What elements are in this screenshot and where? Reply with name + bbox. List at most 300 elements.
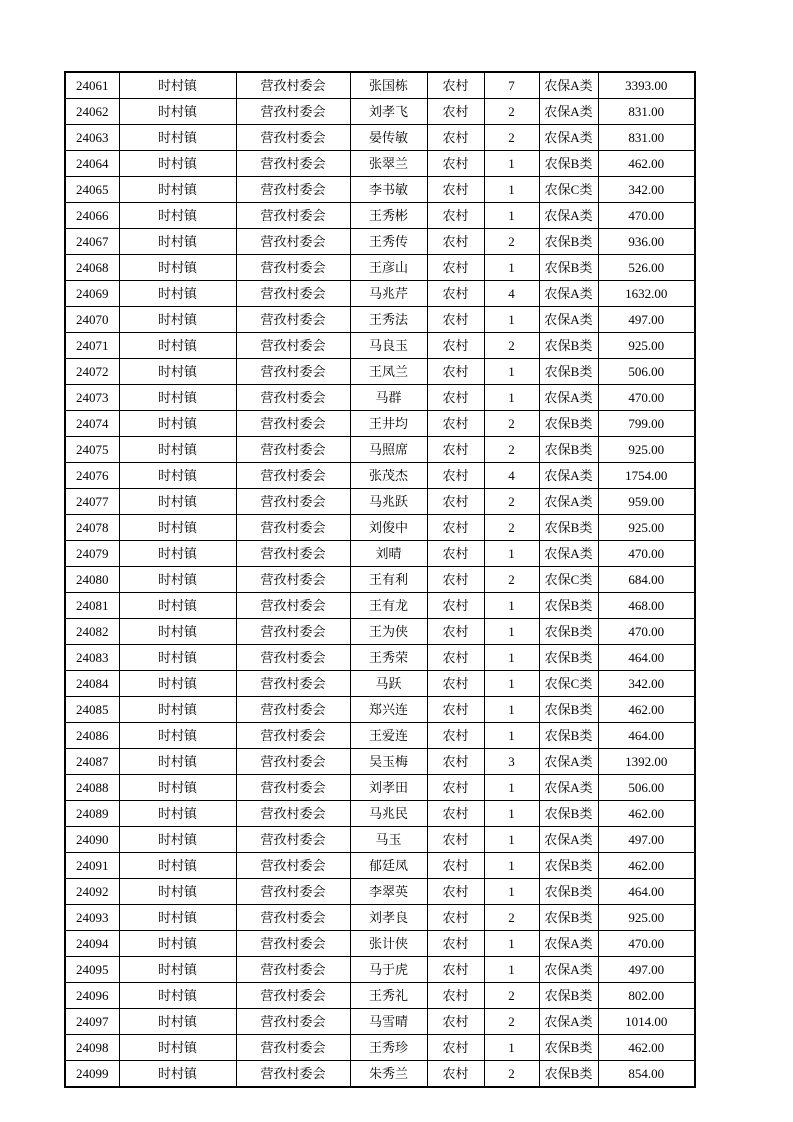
cell-committee: 营孜村委会 — [236, 671, 350, 697]
cell-residence: 农村 — [427, 957, 484, 983]
cell-id: 24083 — [65, 645, 119, 671]
cell-committee: 营孜村委会 — [236, 489, 350, 515]
cell-name: 马于虎 — [350, 957, 427, 983]
cell-town: 时村镇 — [119, 749, 236, 775]
cell-id: 24071 — [65, 333, 119, 359]
cell-insurance_class: 农保A类 — [539, 827, 598, 853]
cell-residence: 农村 — [427, 463, 484, 489]
cell-name: 王爱连 — [350, 723, 427, 749]
cell-id: 24065 — [65, 177, 119, 203]
cell-amount: 802.00 — [598, 983, 695, 1009]
cell-amount: 854.00 — [598, 1061, 695, 1088]
cell-amount: 462.00 — [598, 853, 695, 879]
cell-count: 1 — [484, 775, 539, 801]
cell-count: 1 — [484, 957, 539, 983]
cell-town: 时村镇 — [119, 775, 236, 801]
cell-residence: 农村 — [427, 385, 484, 411]
cell-town: 时村镇 — [119, 723, 236, 749]
cell-residence: 农村 — [427, 307, 484, 333]
cell-committee: 营孜村委会 — [236, 749, 350, 775]
cell-id: 24096 — [65, 983, 119, 1009]
cell-count: 1 — [484, 879, 539, 905]
cell-insurance_class: 农保B类 — [539, 1035, 598, 1061]
cell-town: 时村镇 — [119, 983, 236, 1009]
cell-name: 张计侠 — [350, 931, 427, 957]
cell-town: 时村镇 — [119, 619, 236, 645]
cell-town: 时村镇 — [119, 99, 236, 125]
cell-town: 时村镇 — [119, 125, 236, 151]
cell-name: 马玉 — [350, 827, 427, 853]
cell-name: 王秀传 — [350, 229, 427, 255]
cell-residence: 农村 — [427, 1061, 484, 1088]
table-row — [65, 515, 695, 541]
cell-residence: 农村 — [427, 801, 484, 827]
cell-name: 刘孝田 — [350, 775, 427, 801]
cell-amount: 464.00 — [598, 879, 695, 905]
cell-id: 24068 — [65, 255, 119, 281]
cell-town: 时村镇 — [119, 203, 236, 229]
cell-name: 刘孝良 — [350, 905, 427, 931]
table-row — [65, 905, 695, 931]
cell-count: 4 — [484, 463, 539, 489]
cell-count: 2 — [484, 411, 539, 437]
cell-count: 1 — [484, 541, 539, 567]
cell-count: 2 — [484, 1061, 539, 1088]
cell-insurance_class: 农保A类 — [539, 749, 598, 775]
cell-count: 1 — [484, 619, 539, 645]
cell-committee: 营孜村委会 — [236, 801, 350, 827]
cell-count: 1 — [484, 697, 539, 723]
cell-id: 24088 — [65, 775, 119, 801]
cell-insurance_class: 农保B类 — [539, 255, 598, 281]
cell-count: 2 — [484, 229, 539, 255]
cell-id: 24097 — [65, 1009, 119, 1035]
cell-name: 马兆芹 — [350, 281, 427, 307]
cell-count: 2 — [484, 437, 539, 463]
cell-residence: 农村 — [427, 619, 484, 645]
cell-insurance_class: 农保B类 — [539, 645, 598, 671]
cell-amount: 462.00 — [598, 697, 695, 723]
cell-id: 24094 — [65, 931, 119, 957]
cell-committee: 营孜村委会 — [236, 723, 350, 749]
cell-count: 1 — [484, 671, 539, 697]
table-row — [65, 359, 695, 385]
cell-town: 时村镇 — [119, 1061, 236, 1088]
cell-committee: 营孜村委会 — [236, 515, 350, 541]
table-row — [65, 593, 695, 619]
cell-committee: 营孜村委会 — [236, 229, 350, 255]
cell-town: 时村镇 — [119, 411, 236, 437]
cell-amount: 470.00 — [598, 931, 695, 957]
cell-id: 24070 — [65, 307, 119, 333]
cell-amount: 506.00 — [598, 359, 695, 385]
cell-insurance_class: 农保A类 — [539, 957, 598, 983]
cell-committee: 营孜村委会 — [236, 983, 350, 1009]
cell-amount: 959.00 — [598, 489, 695, 515]
cell-committee: 营孜村委会 — [236, 255, 350, 281]
cell-insurance_class: 农保A类 — [539, 99, 598, 125]
table-row — [65, 541, 695, 567]
cell-id: 24076 — [65, 463, 119, 489]
cell-town: 时村镇 — [119, 515, 236, 541]
table-row — [65, 775, 695, 801]
table-row — [65, 255, 695, 281]
cell-count: 2 — [484, 515, 539, 541]
cell-residence: 农村 — [427, 567, 484, 593]
table-row — [65, 567, 695, 593]
cell-count: 1 — [484, 827, 539, 853]
cell-town: 时村镇 — [119, 333, 236, 359]
cell-amount: 684.00 — [598, 567, 695, 593]
cell-town: 时村镇 — [119, 229, 236, 255]
pension-roster-table — [64, 71, 696, 1088]
cell-town: 时村镇 — [119, 801, 236, 827]
cell-name: 张茂杰 — [350, 463, 427, 489]
cell-insurance_class: 农保B类 — [539, 437, 598, 463]
cell-name: 马良玉 — [350, 333, 427, 359]
cell-insurance_class: 农保C类 — [539, 567, 598, 593]
cell-insurance_class: 农保B类 — [539, 333, 598, 359]
cell-id: 24086 — [65, 723, 119, 749]
table-row — [65, 1061, 695, 1088]
cell-id: 24087 — [65, 749, 119, 775]
cell-amount: 1754.00 — [598, 463, 695, 489]
cell-id: 24073 — [65, 385, 119, 411]
cell-name: 郑兴连 — [350, 697, 427, 723]
cell-committee: 营孜村委会 — [236, 463, 350, 489]
cell-id: 24091 — [65, 853, 119, 879]
cell-amount: 506.00 — [598, 775, 695, 801]
cell-count: 1 — [484, 385, 539, 411]
cell-count: 2 — [484, 489, 539, 515]
cell-id: 24075 — [65, 437, 119, 463]
cell-insurance_class: 农保A类 — [539, 72, 598, 99]
cell-town: 时村镇 — [119, 957, 236, 983]
cell-count: 1 — [484, 931, 539, 957]
cell-count: 2 — [484, 1009, 539, 1035]
cell-name: 王井均 — [350, 411, 427, 437]
cell-committee: 营孜村委会 — [236, 905, 350, 931]
cell-id: 24095 — [65, 957, 119, 983]
table-row — [65, 697, 695, 723]
table-row — [65, 281, 695, 307]
cell-name: 王秀法 — [350, 307, 427, 333]
cell-amount: 526.00 — [598, 255, 695, 281]
cell-residence: 农村 — [427, 1035, 484, 1061]
cell-residence: 农村 — [427, 749, 484, 775]
cell-committee: 营孜村委会 — [236, 879, 350, 905]
cell-town: 时村镇 — [119, 1009, 236, 1035]
cell-id: 24066 — [65, 203, 119, 229]
table-row — [65, 333, 695, 359]
cell-amount: 925.00 — [598, 905, 695, 931]
table-row — [65, 1009, 695, 1035]
cell-insurance_class: 农保B类 — [539, 801, 598, 827]
cell-amount: 462.00 — [598, 1035, 695, 1061]
cell-amount: 462.00 — [598, 151, 695, 177]
table-row — [65, 983, 695, 1009]
cell-amount: 497.00 — [598, 957, 695, 983]
cell-committee: 营孜村委会 — [236, 125, 350, 151]
cell-name: 马跃 — [350, 671, 427, 697]
cell-town: 时村镇 — [119, 255, 236, 281]
cell-town: 时村镇 — [119, 671, 236, 697]
cell-name: 王秀礼 — [350, 983, 427, 1009]
cell-town: 时村镇 — [119, 72, 236, 99]
table-row — [65, 125, 695, 151]
cell-insurance_class: 农保B类 — [539, 229, 598, 255]
cell-insurance_class: 农保B类 — [539, 723, 598, 749]
cell-amount: 936.00 — [598, 229, 695, 255]
cell-id: 24093 — [65, 905, 119, 931]
cell-name: 马兆跃 — [350, 489, 427, 515]
cell-amount: 470.00 — [598, 619, 695, 645]
cell-id: 24081 — [65, 593, 119, 619]
table-row — [65, 385, 695, 411]
cell-committee: 营孜村委会 — [236, 1035, 350, 1061]
cell-committee: 营孜村委会 — [236, 203, 350, 229]
pension-roster-table-body — [65, 72, 695, 1087]
cell-id: 24080 — [65, 567, 119, 593]
table-row — [65, 853, 695, 879]
cell-count: 1 — [484, 177, 539, 203]
table-row — [65, 307, 695, 333]
cell-residence: 农村 — [427, 645, 484, 671]
cell-committee: 营孜村委会 — [236, 99, 350, 125]
cell-residence: 农村 — [427, 151, 484, 177]
table-row — [65, 827, 695, 853]
cell-count: 1 — [484, 359, 539, 385]
cell-amount: 470.00 — [598, 385, 695, 411]
cell-amount: 925.00 — [598, 515, 695, 541]
cell-id: 24092 — [65, 879, 119, 905]
cell-town: 时村镇 — [119, 385, 236, 411]
table-row — [65, 645, 695, 671]
cell-amount: 464.00 — [598, 645, 695, 671]
cell-residence: 农村 — [427, 359, 484, 385]
table-row — [65, 619, 695, 645]
cell-id: 24078 — [65, 515, 119, 541]
cell-committee: 营孜村委会 — [236, 541, 350, 567]
cell-name: 王秀珍 — [350, 1035, 427, 1061]
cell-id: 24064 — [65, 151, 119, 177]
cell-residence: 农村 — [427, 411, 484, 437]
cell-amount: 470.00 — [598, 541, 695, 567]
cell-insurance_class: 农保C类 — [539, 177, 598, 203]
cell-insurance_class: 农保B类 — [539, 983, 598, 1009]
cell-town: 时村镇 — [119, 437, 236, 463]
cell-town: 时村镇 — [119, 931, 236, 957]
table-row — [65, 1035, 695, 1061]
cell-amount: 342.00 — [598, 177, 695, 203]
cell-count: 1 — [484, 853, 539, 879]
cell-committee: 营孜村委会 — [236, 177, 350, 203]
cell-insurance_class: 农保A类 — [539, 931, 598, 957]
cell-town: 时村镇 — [119, 593, 236, 619]
cell-name: 刘孝飞 — [350, 99, 427, 125]
cell-id: 24079 — [65, 541, 119, 567]
cell-insurance_class: 农保B类 — [539, 593, 598, 619]
cell-count: 1 — [484, 203, 539, 229]
cell-id: 24069 — [65, 281, 119, 307]
cell-id: 24074 — [65, 411, 119, 437]
cell-name: 郁廷凤 — [350, 853, 427, 879]
cell-town: 时村镇 — [119, 177, 236, 203]
cell-committee: 营孜村委会 — [236, 567, 350, 593]
cell-id: 24089 — [65, 801, 119, 827]
cell-name: 王为侠 — [350, 619, 427, 645]
cell-residence: 农村 — [427, 931, 484, 957]
cell-committee: 营孜村委会 — [236, 827, 350, 853]
table-row — [65, 931, 695, 957]
cell-name: 王凤兰 — [350, 359, 427, 385]
table-row — [65, 749, 695, 775]
cell-committee: 营孜村委会 — [236, 151, 350, 177]
cell-committee: 营孜村委会 — [236, 775, 350, 801]
cell-name: 张国栋 — [350, 72, 427, 99]
cell-residence: 农村 — [427, 827, 484, 853]
table-row — [65, 177, 695, 203]
cell-count: 2 — [484, 333, 539, 359]
cell-count: 7 — [484, 72, 539, 99]
cell-count: 2 — [484, 983, 539, 1009]
cell-count: 1 — [484, 151, 539, 177]
cell-name: 刘俊中 — [350, 515, 427, 541]
cell-town: 时村镇 — [119, 697, 236, 723]
cell-count: 1 — [484, 307, 539, 333]
cell-amount: 342.00 — [598, 671, 695, 697]
cell-committee: 营孜村委会 — [236, 619, 350, 645]
cell-residence: 农村 — [427, 437, 484, 463]
table-row — [65, 801, 695, 827]
table-row — [65, 72, 695, 99]
table-row — [65, 99, 695, 125]
cell-committee: 营孜村委会 — [236, 333, 350, 359]
cell-count: 2 — [484, 125, 539, 151]
cell-residence: 农村 — [427, 853, 484, 879]
table-row — [65, 203, 695, 229]
cell-insurance_class: 农保B类 — [539, 853, 598, 879]
cell-residence: 农村 — [427, 203, 484, 229]
cell-committee: 营孜村委会 — [236, 957, 350, 983]
cell-residence: 农村 — [427, 72, 484, 99]
cell-town: 时村镇 — [119, 359, 236, 385]
cell-insurance_class: 农保A类 — [539, 385, 598, 411]
cell-id: 24062 — [65, 99, 119, 125]
cell-insurance_class: 农保A类 — [539, 203, 598, 229]
cell-name: 李书敏 — [350, 177, 427, 203]
cell-committee: 营孜村委会 — [236, 645, 350, 671]
cell-insurance_class: 农保A类 — [539, 307, 598, 333]
cell-amount: 1014.00 — [598, 1009, 695, 1035]
cell-count: 1 — [484, 645, 539, 671]
table-row — [65, 957, 695, 983]
cell-insurance_class: 农保A类 — [539, 125, 598, 151]
cell-town: 时村镇 — [119, 489, 236, 515]
cell-amount: 799.00 — [598, 411, 695, 437]
cell-residence: 农村 — [427, 333, 484, 359]
cell-committee: 营孜村委会 — [236, 307, 350, 333]
cell-count: 2 — [484, 99, 539, 125]
cell-count: 4 — [484, 281, 539, 307]
cell-residence: 农村 — [427, 515, 484, 541]
cell-amount: 3393.00 — [598, 72, 695, 99]
cell-committee: 营孜村委会 — [236, 385, 350, 411]
table-row — [65, 151, 695, 177]
cell-amount: 831.00 — [598, 125, 695, 151]
cell-committee: 营孜村委会 — [236, 1061, 350, 1088]
cell-town: 时村镇 — [119, 541, 236, 567]
cell-residence: 农村 — [427, 983, 484, 1009]
cell-town: 时村镇 — [119, 1035, 236, 1061]
cell-town: 时村镇 — [119, 151, 236, 177]
cell-town: 时村镇 — [119, 905, 236, 931]
cell-insurance_class: 农保B类 — [539, 411, 598, 437]
cell-id: 24067 — [65, 229, 119, 255]
cell-id: 24084 — [65, 671, 119, 697]
cell-count: 2 — [484, 905, 539, 931]
table-row — [65, 437, 695, 463]
cell-committee: 营孜村委会 — [236, 437, 350, 463]
cell-committee: 营孜村委会 — [236, 853, 350, 879]
cell-id: 24082 — [65, 619, 119, 645]
cell-amount: 1632.00 — [598, 281, 695, 307]
cell-name: 张翠兰 — [350, 151, 427, 177]
cell-count: 2 — [484, 567, 539, 593]
cell-amount: 497.00 — [598, 307, 695, 333]
cell-name: 马群 — [350, 385, 427, 411]
cell-name: 王彦山 — [350, 255, 427, 281]
cell-insurance_class: 农保B类 — [539, 879, 598, 905]
cell-id: 24063 — [65, 125, 119, 151]
table-row — [65, 229, 695, 255]
cell-name: 王有利 — [350, 567, 427, 593]
cell-name: 王秀荣 — [350, 645, 427, 671]
cell-residence: 农村 — [427, 229, 484, 255]
cell-residence: 农村 — [427, 281, 484, 307]
cell-committee: 营孜村委会 — [236, 593, 350, 619]
cell-residence: 农村 — [427, 723, 484, 749]
cell-amount: 468.00 — [598, 593, 695, 619]
cell-insurance_class: 农保C类 — [539, 671, 598, 697]
cell-residence: 农村 — [427, 671, 484, 697]
cell-id: 24098 — [65, 1035, 119, 1061]
cell-name: 王秀彬 — [350, 203, 427, 229]
cell-residence: 农村 — [427, 905, 484, 931]
cell-insurance_class: 农保A类 — [539, 541, 598, 567]
cell-insurance_class: 农保A类 — [539, 281, 598, 307]
table-row — [65, 671, 695, 697]
cell-amount: 831.00 — [598, 99, 695, 125]
cell-insurance_class: 农保B类 — [539, 151, 598, 177]
cell-residence: 农村 — [427, 99, 484, 125]
table-row — [65, 879, 695, 905]
cell-amount: 925.00 — [598, 437, 695, 463]
cell-town: 时村镇 — [119, 281, 236, 307]
cell-name: 刘晴 — [350, 541, 427, 567]
cell-id: 24085 — [65, 697, 119, 723]
cell-town: 时村镇 — [119, 853, 236, 879]
cell-name: 马照席 — [350, 437, 427, 463]
cell-committee: 营孜村委会 — [236, 931, 350, 957]
cell-town: 时村镇 — [119, 307, 236, 333]
cell-residence: 农村 — [427, 489, 484, 515]
cell-id: 24077 — [65, 489, 119, 515]
cell-residence: 农村 — [427, 879, 484, 905]
cell-committee: 营孜村委会 — [236, 1009, 350, 1035]
cell-committee: 营孜村委会 — [236, 72, 350, 99]
cell-name: 吴玉梅 — [350, 749, 427, 775]
